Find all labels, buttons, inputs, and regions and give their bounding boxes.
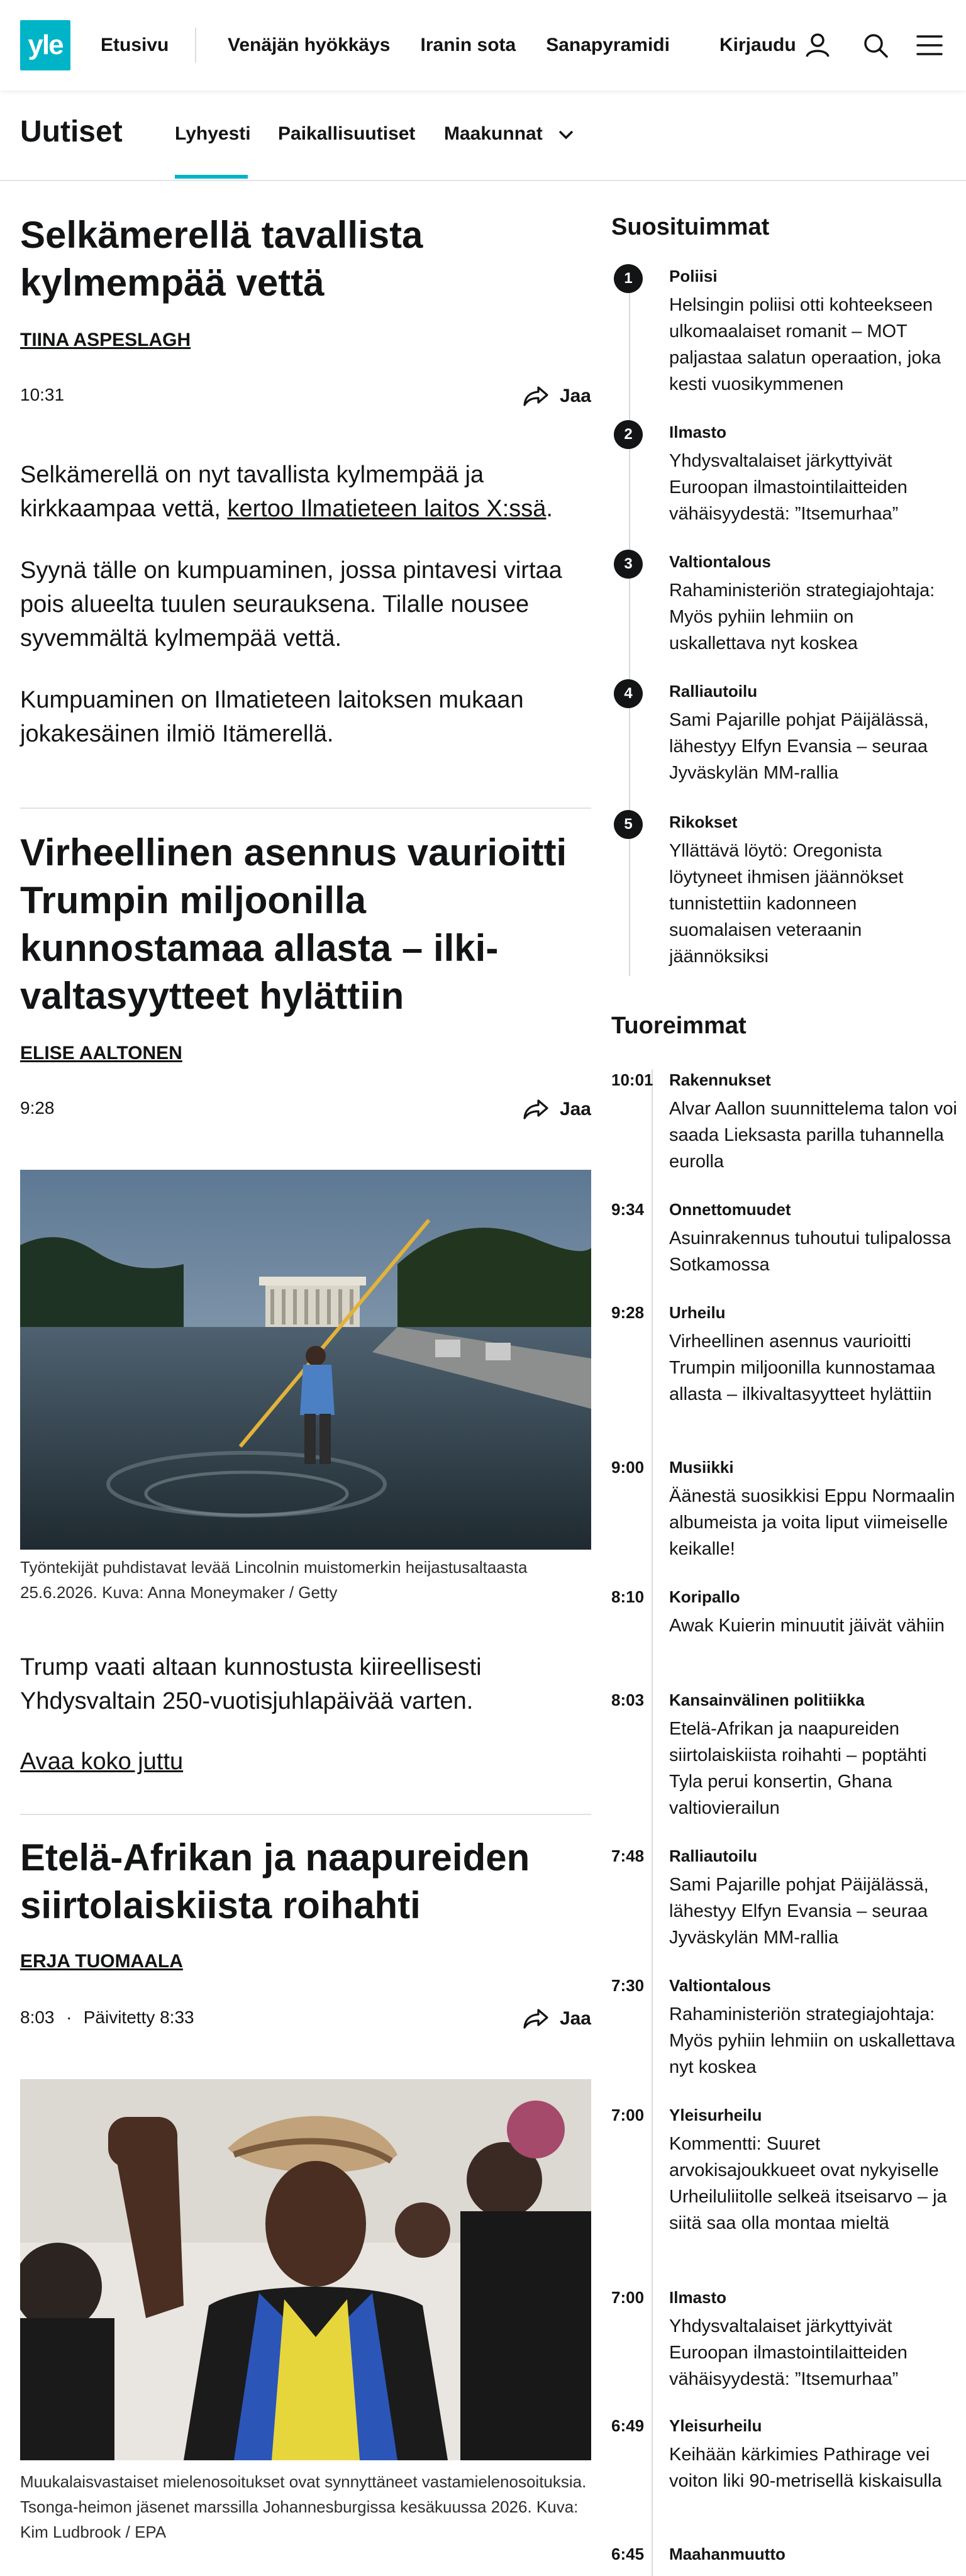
article-author[interactable]: ERJA TUOMAALA — [20, 1951, 183, 1972]
latest-time: 8:10 — [611, 1587, 645, 1606]
protest-photo[interactable] — [20, 2079, 591, 2460]
body-text-end: . — [546, 496, 553, 522]
topic-nav — [228, 0, 700, 91]
latest-headline[interactable]: Virheellinen asennus vaurioitti Trumpin miljoonilla kunnostamaa allasta – ilkivaltasyytteet hylättiin — [669, 1331, 935, 1404]
latest-category: Yleisurheilu — [669, 2416, 762, 2435]
latest-time: 7:30 — [611, 1976, 645, 1995]
popular-category: Ralliautoilu — [669, 682, 758, 701]
latest-headline[interactable]: Keihään kärkimies Pathirage vei voiton liki 90-metrisellä kiskaisulla — [669, 2445, 942, 2491]
main-nav — [101, 0, 199, 91]
search-icon[interactable] — [862, 31, 889, 59]
article-time: 9:28 — [20, 1098, 55, 1118]
article-title[interactable]: Virheellinen asennus vaurioitti Trumpin miljoonilla kunnostamaa allasta – ilkivaltasyytteet hylättiin — [20, 831, 567, 1017]
share-button[interactable] — [522, 2007, 591, 2030]
rank-badge: 1 — [614, 264, 643, 293]
rank-badge: 5 — [614, 810, 643, 839]
latest-category: Koripallo — [669, 1587, 740, 1606]
latest-time: 9:28 — [611, 1303, 645, 1322]
chevron-down-icon[interactable] — [557, 128, 575, 141]
nav-divider — [195, 28, 196, 63]
latest-item[interactable] — [611, 1458, 963, 1558]
latest-category: Urheilu — [669, 1303, 726, 1322]
latest-item[interactable] — [611, 1200, 963, 1275]
article-time: 8:03 — [20, 2007, 55, 2027]
open-full-article-link[interactable]: Avaa koko juttu — [20, 1748, 184, 1775]
latest-category: Ralliautoilu — [669, 1846, 758, 1865]
latest-item[interactable] — [611, 1587, 963, 1663]
tab-lyhyesti[interactable]: Lyhyesti — [175, 123, 251, 144]
latest-time: 7:48 — [611, 1846, 645, 1865]
article-meta — [20, 2007, 591, 2033]
latest-category: Ilmasto — [669, 2288, 727, 2307]
latest-time: 9:34 — [611, 1200, 645, 1219]
latest-category: Kansainvälinen politiikka — [669, 1690, 865, 1709]
latest-time: 6:45 — [611, 2545, 645, 2563]
popular-category: Poliisi — [669, 267, 718, 286]
popular-title: Suosituimmat — [611, 214, 770, 240]
active-tab-indicator — [175, 175, 248, 179]
nav-iranin-sota[interactable]: Iranin sota — [420, 35, 516, 55]
share-button[interactable] — [522, 385, 591, 408]
article-divider — [20, 1814, 591, 1815]
section-title[interactable]: Uutiset — [20, 115, 123, 148]
latest-item[interactable] — [611, 1976, 963, 2077]
article-author-wrap — [20, 1951, 591, 1972]
latest-time: 9:00 — [611, 1458, 645, 1477]
latest-time: 6:49 — [611, 2416, 645, 2435]
share-icon — [522, 385, 550, 408]
popular-headline[interactable]: Yhdysvaltalaiset järkyttyivät Euroopan ilmastointilaitteiden vähäisyydestä: ”Itsemurhaa” — [669, 451, 908, 524]
article-etela-afrikka — [20, 1834, 591, 1929]
latest-time: 10:01 — [611, 1070, 653, 1089]
latest-category: Onnettomuudet — [669, 1200, 791, 1219]
article-author[interactable]: ELISE AALTONEN — [20, 1043, 182, 1063]
share-button[interactable] — [522, 1098, 591, 1121]
share-icon — [522, 1098, 550, 1121]
login-button[interactable] — [719, 0, 796, 91]
latest-title: Tuoreimmat — [611, 1013, 747, 1039]
article-title[interactable]: Etelä-Afrikan ja naapureiden siirtolaiskiista roihahti — [20, 1836, 530, 1926]
share-label: Jaa — [559, 1099, 591, 1119]
share-label: Jaa — [559, 2008, 591, 2029]
latest-category: Musiikki — [669, 1458, 734, 1477]
article-author-wrap — [20, 330, 591, 351]
photo-caption: Työntekijät puhdistavat levää Lincolnin muistomerkin heijastusaltaasta 25.6.2026. Kuva: Anna Moneymaker / Getty — [20, 1558, 528, 1602]
tab-paikallisuutiset[interactable]: Paikallisuutiset — [278, 123, 416, 144]
popular-category: Valtiontalous — [669, 552, 771, 571]
latest-headline[interactable]: Sami Pajarille pohjat Päijälässä, lähestyy Elfyn Evansia – seuraa Jyväskylän MM-rallia — [669, 1875, 929, 1948]
latest-headline[interactable]: Rahaministeriön strategiajohtaja: Myös pyhiin lehmiin on uskallettava nyt koskea — [669, 2004, 955, 2077]
article-meta — [20, 385, 591, 410]
article-time: 10:31 — [20, 385, 65, 404]
latest-item[interactable] — [611, 2545, 963, 2575]
popular-headline[interactable]: Yllättävä löytö: Oregonista löytyneet ihmisen jäännökset tunnistettiin kadonneen suomalaisen veteraanin jäännöksiksi — [669, 841, 904, 967]
article-author[interactable]: TIINA ASPESLAGH — [20, 330, 191, 350]
latest-item[interactable] — [611, 1070, 963, 1171]
popular-item[interactable] — [614, 679, 953, 783]
login-label: Kirjaudu — [719, 35, 796, 55]
nav-etusivu[interactable]: Etusivu — [101, 35, 169, 55]
popular-headline[interactable]: Rahaministeriön strategiajohtaja: Myös pyhiin lehmiin on uskallettava nyt koskea — [669, 580, 935, 653]
meta-dot: · — [65, 2007, 72, 2027]
share-label: Jaa — [559, 386, 591, 406]
nav-sanapyramidi[interactable]: Sanapyramidi — [546, 35, 670, 55]
latest-time: 7:00 — [611, 2288, 645, 2307]
ilmatieteen-laitos-link[interactable]: kertoo Ilmatieteen laitos X:ssä — [227, 496, 547, 522]
rank-badge: 2 — [614, 420, 643, 449]
body-text: Selkämerellä on nyt tavallista kylmempää ja kirkkaampaa vettä, — [20, 462, 484, 522]
article-meta — [20, 1098, 591, 1123]
popular-item[interactable] — [614, 810, 953, 974]
popular-category: Ilmasto — [669, 423, 727, 441]
latest-time: 7:00 — [611, 2106, 645, 2124]
latest-time: 8:03 — [611, 1690, 645, 1709]
article-selkameri — [20, 211, 591, 307]
yle-logo[interactable]: yle — [20, 20, 70, 70]
popular-item[interactable] — [614, 550, 953, 653]
latest-item[interactable] — [611, 2288, 963, 2389]
tab-maakunnat[interactable]: Maakunnat — [444, 123, 543, 144]
article-body-p1 — [20, 458, 591, 526]
latest-headline[interactable]: Awak Kuierin minuutit jäivät vähiin — [669, 1616, 945, 1636]
latest-item[interactable] — [611, 2106, 963, 2257]
latest-category: Valtiontalous — [669, 1976, 771, 1995]
latest-item[interactable] — [611, 2416, 963, 2517]
popular-item[interactable] — [614, 420, 953, 524]
latest-item[interactable] — [611, 1303, 963, 1429]
article-author-wrap — [20, 1043, 591, 1064]
rank-badge: 4 — [614, 679, 643, 708]
article-body-p2: Syynä tälle on kumpuaminen, jossa pintavesi virtaa pois alueelta tuulen seurauksena. Tilalle nousee syvemmältä kylmempää vettä. — [20, 557, 562, 652]
nav-venajan-hyokkays[interactable]: Venäjän hyökkäys — [228, 35, 391, 55]
latest-headline[interactable]: Alvar Aallon suunnittelema talon voi saada Lieksasta parilla tuhannella eurolla — [669, 1099, 957, 1172]
article-body-p3: Kumpuaminen on Ilmatieteen laitoksen mukaan jokakesäinen ilmiö Itämerellä. — [20, 687, 524, 747]
latest-headline[interactable]: Äänestä suosikkisi Eppu Normaalin albumeista ja voita liput viimeiselle keikalle! — [669, 1486, 955, 1559]
latest-headline[interactable]: Kommentti: Suuret arvokisajoukkueet ovat nykyiselle Urheiluliitolle selkeä itseisarvo – ja siitä saa olla montaa mieltä — [669, 2134, 947, 2233]
popular-headline[interactable]: Sami Pajarille pohjat Päijälässä, lähestyy Elfyn Evansia – seuraa Jyväskylän MM-rallia — [669, 710, 929, 783]
latest-category: Yleisurheilu — [669, 2106, 762, 2124]
share-icon — [522, 2007, 550, 2030]
article-divider — [20, 808, 591, 809]
latest-item[interactable] — [611, 1690, 963, 1816]
latest-headline[interactable]: Etelä-Afrikan ja naapureiden siirtolaiskiista roihahti – poptähti Tyla perui konsertin, Ghana valtiovierailun — [669, 1719, 927, 1818]
menu-icon[interactable] — [916, 33, 943, 58]
popular-item[interactable] — [614, 264, 953, 394]
rank-badge: 3 — [614, 550, 643, 579]
article-title[interactable]: Selkämerellä tavallista kylmempää vettä — [20, 214, 423, 304]
photo-caption: Muukalaisvastaiset mielenosoitukset ovat synnyttäneet vastamielenosoituksia. Tsonga-heimon jäsenet marssilla Johannesburgissa kesäkuussa 2026. Kuva: Kim Ludbrook / EPA — [20, 2472, 587, 2541]
latest-category: Rakennukset — [669, 1070, 771, 1089]
user-icon[interactable] — [804, 31, 831, 59]
latest-item[interactable] — [611, 1846, 963, 1947]
latest-headline[interactable]: Asuinrakennus tuhoutui tulipalossa Sotkamossa — [669, 1228, 952, 1275]
lincoln-memorial-photo[interactable] — [20, 1170, 591, 1550]
popular-headline[interactable]: Helsingin poliisi otti kohteekseen ulkomaalaiset romanit – MOT paljastaa salatun operaation, joka kesti vuosikymmenen — [669, 295, 941, 394]
article-trump-allas — [20, 829, 591, 1020]
popular-category: Rikokset — [669, 813, 738, 831]
open-article-wrap — [20, 1748, 591, 1775]
article-updated: Päivitetty 8:33 — [83, 2007, 194, 2027]
latest-category: Maahanmuutto — [669, 2545, 786, 2563]
latest-headline[interactable]: Yhdysvaltalaiset järkyttyivät Euroopan ilmastointilaitteiden vähäisyydestä: ”Itsemurhaa” — [669, 2316, 908, 2389]
top-header — [0, 0, 966, 91]
article-lead: Trump vaati altaan kunnostusta kiireellisesti Yhdysvaltain 250-vuotisjuhlapäivää varten. — [20, 1654, 482, 1714]
